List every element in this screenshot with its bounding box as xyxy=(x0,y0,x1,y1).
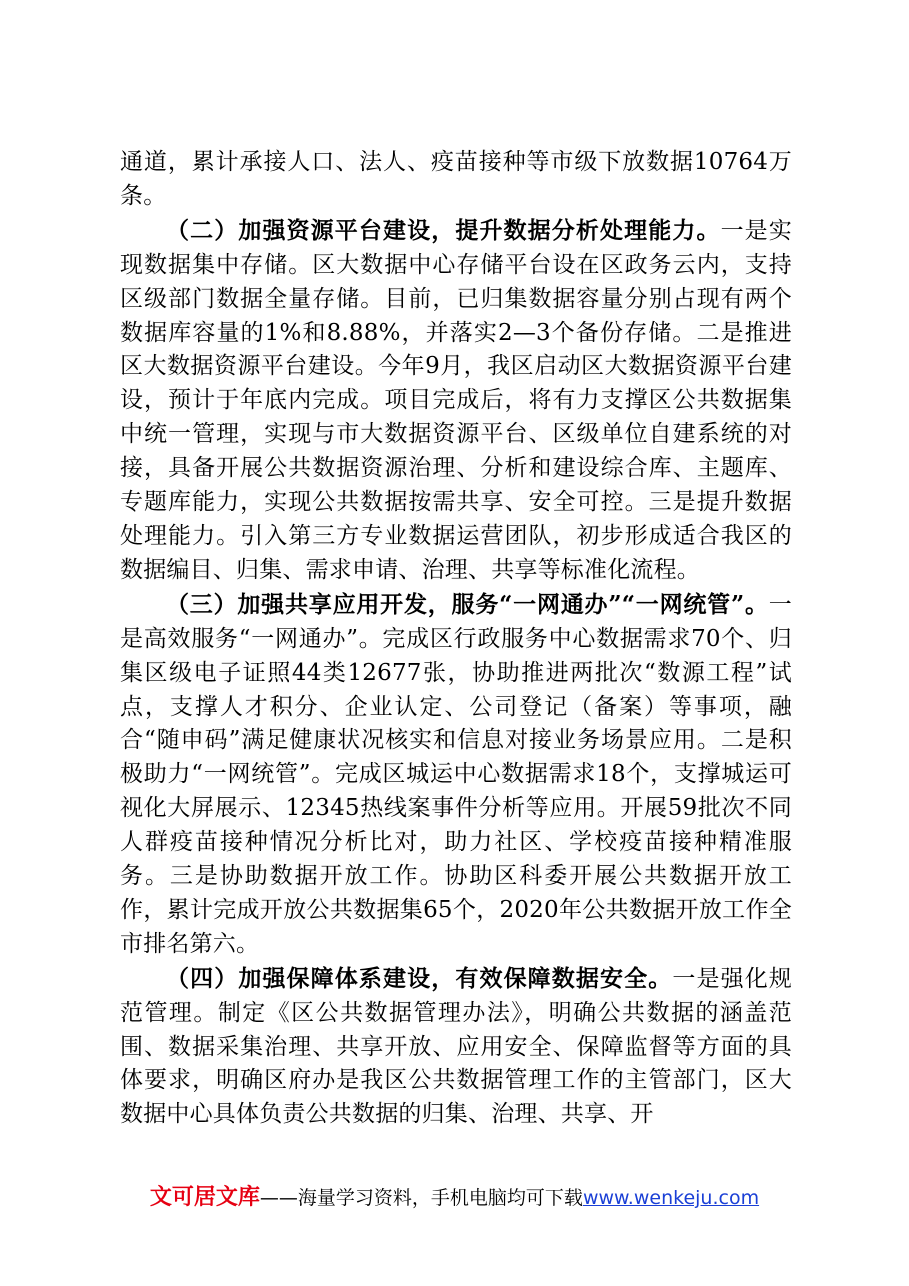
paragraph-3 xyxy=(120,588,792,962)
paragraph-2-text: 一是实现数据集中存储。区大数据中心存储平台设在区政务云内，支持区级部门数据全量存储。目前，已归集数据容量分别占现有两个数据库容量的1%和8.88%，并落实2—3个备份存储。二是推进区大数据资源平台建设。今年9月，我区启动区大数据资源平台建设，预计于年底内完成。项目完成后，将有力支撑区公共数据集中统一管理，实现与市大数据资源平台、区级单位自建系统的对接，具备开展公共数据资源治理、分析和建设综合库、主题库、专题库能力，实现公共数据按需共享、安全可控。三是提升数据处理能力。引入第三方专业数据运营团队，初步形成适合我区的数据编目、归集、需求申请、治理、共享等标准化流程。 xyxy=(120,217,792,583)
paragraph-2 xyxy=(120,214,792,588)
paragraph-2-heading: （二）加强资源平台建设，提升数据分析处理能力。 xyxy=(166,216,721,244)
paragraph-1 xyxy=(120,146,792,214)
paragraph-3-text: 一是高效服务“一网通办”。完成区行政服务中心数据需求70个、归集区级电子证照44类12677张，协助推进两批次“数源工程”试点，支撑人才积分、企业认定、公司登记（备案）等事项，融合“随申码”满足健康状况核实和信息对接业务场景应用。二是积极助力“一网统管”。完成区城运中心数据需求18个，支撑城运可视化大屏展示、12345热线案事件分析等应用。开展59批次不同人群疫苗接种情况分析比对，助力社区、学校疫苗接种精准服务。三是协助数据开放工作。协助区科委开展公共数据开放工作，累计完成开放公共数据集65个，2020年公共数据开放工作全市排名第六。 xyxy=(120,591,792,957)
document-body xyxy=(120,146,792,1132)
paragraph-3-heading: （三）加强共享应用开发，服务“一网通办”“一网统管”。 xyxy=(166,590,769,618)
paragraph-4-text: 一是强化规范管理。制定《区公共数据管理办法》，明确公共数据的涵盖范围、数据采集治理、共享开放、应用安全、保障监督等方面的具体要求，明确区府办是我区公共数据管理工作的主管部门，区大数据中心具体负责公共数据的归集、治理、共享、开 xyxy=(120,965,793,1128)
paragraph-1-text: 通道，累计承接人口、法人、疫苗接种等市级下放数据10764万条。 xyxy=(120,149,792,209)
footer-tagline: ——海量学习资料，手机电脑均可下载 xyxy=(259,1187,583,1209)
paragraph-4 xyxy=(120,962,792,1133)
footer-brand: 文可居文库 xyxy=(149,1185,260,1210)
footer-website-link[interactable]: www.wenkeju.com xyxy=(582,1187,760,1209)
paragraph-4-heading: （四）加强保障体系建设，有效保障数据安全。 xyxy=(166,964,673,992)
page-footer xyxy=(0,1180,909,1211)
